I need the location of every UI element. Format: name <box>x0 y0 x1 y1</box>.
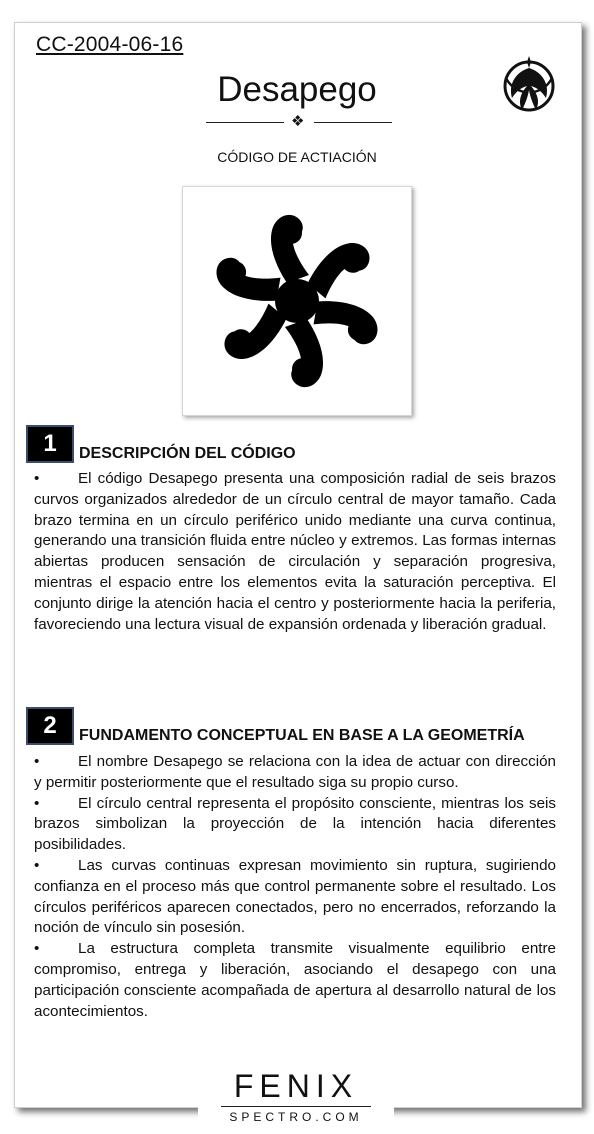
section-2-title: FUNDAMENTO CONCEPTUAL EN BASE A LA GEOMETRÍA <box>79 727 525 744</box>
page-title: Desapego <box>217 70 377 109</box>
section-2-number: 2 <box>28 709 72 743</box>
section-1-paragraph: • El código Desapego presenta una composición radial de seis brazos curvos organizados alrededor de un círculo central de mayor tamaño. Cada brazo termina en un círculo periférico unido mediante una curva continua, generando una transición fluida entre núcleo y extremos. Las formas internas abiertas producen sensación de circulación y separación progresiva, mientras el espacio entre los elementos evita la saturación perceptiva. El conjunto dirige la atención hacia el centro y posteriormente hacia la periferia, favoreciendo una lectura visual de expansión ordenada y liberación gradual. <box>34 470 556 633</box>
title-divider <box>206 113 392 131</box>
brand-logo <box>198 1062 394 1130</box>
symbol-arm <box>285 319 323 387</box>
brand-divider <box>221 1106 371 1107</box>
section-2-body <box>34 752 556 1022</box>
subtitle: CÓDIGO DE ACTIACIÓN <box>217 149 377 165</box>
center-circle <box>275 279 319 323</box>
section-2-paragraph: • Las curvas continuas expresan movimiento sin ruptura, sugiriendo confianza en el proceso más que control permanente sobre el resultado. Los círculos periféricos aparecen conectados, pero no encerrados, reforzando la noción de vínculo sin posesión. <box>34 856 556 937</box>
code-id: CC-2004-06-16 <box>36 33 184 56</box>
section-2-paragraph: • El nombre Desapego se relaciona con la idea de actuar con dirección y permitir posteriormente que el resultado siga su propio curso. <box>34 753 556 791</box>
section-1-title: DESCRIPCIÓN DEL CÓDIGO <box>79 445 296 462</box>
symbol-image <box>182 186 412 416</box>
peripheral-circle <box>292 358 314 380</box>
divider-ornament: ❖ <box>291 113 305 130</box>
section-1-body <box>34 469 556 635</box>
section-2-paragraph: • El círculo central representa el propósito consciente, mientras los seis brazos simbolizan la proyección de la intención hacia diferentes posibilidades. <box>34 794 556 854</box>
bullet: • <box>34 470 40 487</box>
peripheral-circle <box>280 222 302 244</box>
brand-name: FENIX <box>233 1068 359 1104</box>
brand-site: SPECTRO.COM <box>229 1110 363 1124</box>
section-2-paragraph: • La estructura completa transmite visualmente equilibrio entre compromiso, entrega y liberación, asociando el desapego con una participación consciente acompañada de apertura al desarrollo natural de los acontecimientos. <box>34 940 556 1020</box>
symbol-arm <box>271 215 309 283</box>
section-1-number: 1 <box>28 427 72 461</box>
